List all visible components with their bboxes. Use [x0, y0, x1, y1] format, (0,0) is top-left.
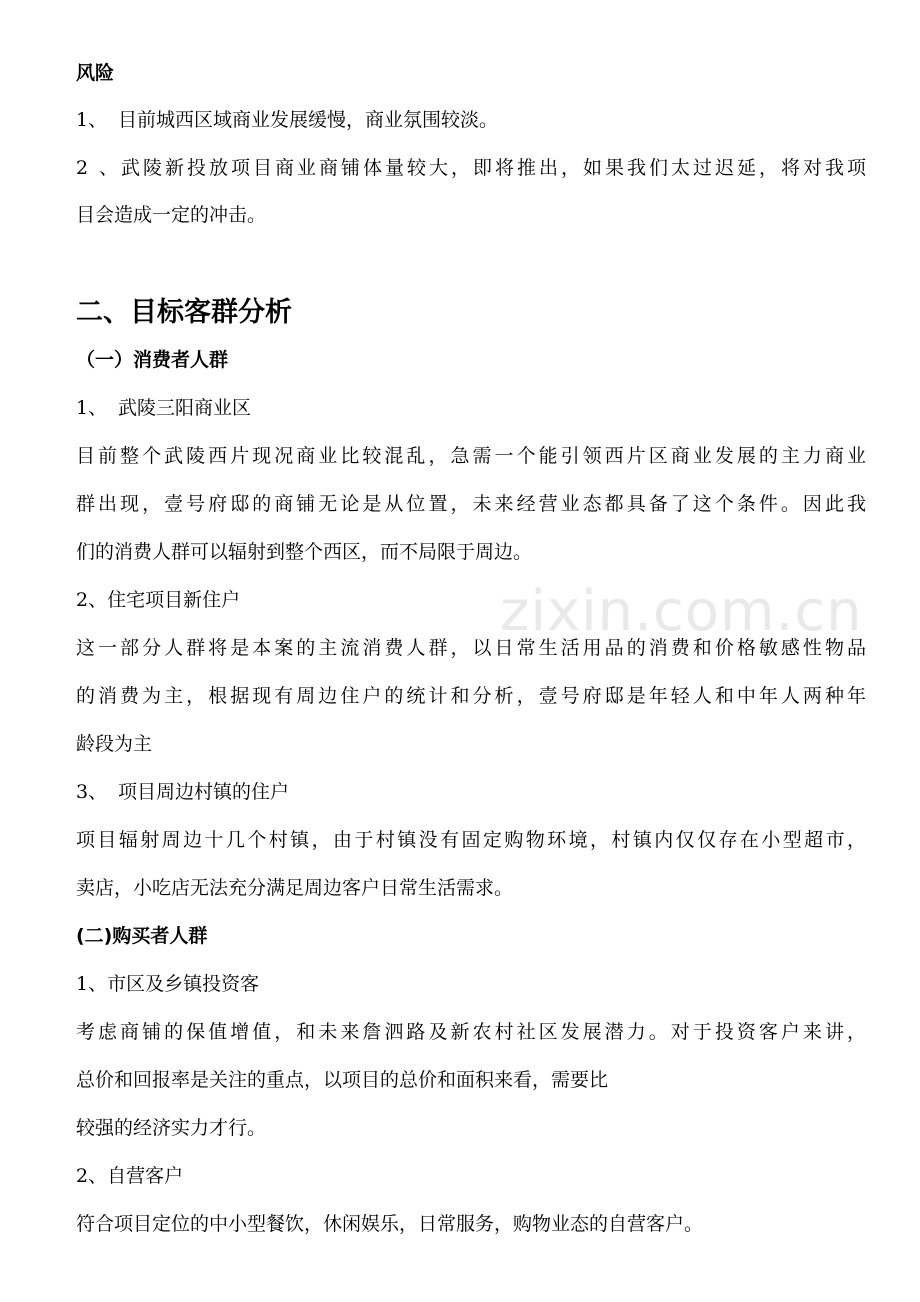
consumers-item-3-number: 3、	[76, 781, 108, 803]
buyers-item-1-line-1: 考虑商铺的保值增值，和未来詹泗路及新农村社区发展潜力。对于投资客户来讲，	[76, 1021, 866, 1043]
risk-item-2-text: 武陵新投放项目商业商铺体量较大，即将推出，如果我们太过迟延，将对我项	[118, 157, 866, 179]
consumers-item-1-label: 武陵三阳商业区	[118, 397, 252, 419]
consumers-item-2-line-2: 的消费为主，根据现有周边住户的统计和分析，壹号府邸是年轻人和中年人两种年	[76, 685, 866, 707]
risk-item-1-number: 1、	[76, 109, 108, 131]
consumers-item-1-line-1: 目前整个武陵西片现况商业比较混乱，急需一个能引领西片区商业发展的主力商业	[76, 445, 866, 467]
consumers-item-3-label: 项目周边村镇的住户	[118, 781, 290, 803]
consumers-item-2-line-3: 龄段为主	[76, 733, 153, 755]
buyers-item-1-title: 1、市区及乡镇投资客	[76, 973, 260, 995]
consumers-item-3-line-2: 卖店，小吃店无法充分满足周边客户日常生活需求。	[76, 877, 514, 899]
consumers-item-2-line-1: 这一部分人群将是本案的主流消费人群，以日常生活用品的消费和价格敏感性物品	[76, 637, 866, 659]
consumers-item-1-line-3: 们的消费人群可以辐射到整个西区，而不局限于周边。	[76, 541, 533, 563]
risk-item-2	[76, 156, 866, 180]
consumers-item-1-title	[76, 396, 866, 420]
watermark: zixin.com.cn	[500, 579, 863, 644]
risk-item-1	[76, 108, 866, 132]
risk-heading: 风险	[76, 62, 115, 84]
buyers-item-1-line-3: 较强的经济实力才行。	[76, 1117, 267, 1139]
buyers-item-1-line-2: 总价和回报率是关注的重点，以项目的总价和面积来看，需要比	[76, 1069, 609, 1091]
buyers-item-2-line-1: 符合项目定位的中小型餐饮，休闲娱乐，日常服务，购物业态的自营客户。	[76, 1213, 704, 1235]
consumers-item-1-line-2: 群出现，壹号府邸的商铺无论是从位置，未来经营业态都具备了这个条件。因此我	[76, 493, 866, 515]
buyers-heading: (二)购买者人群	[76, 925, 208, 947]
buyers-item-2-title: 2、自营客户	[76, 1165, 184, 1187]
consumers-item-3-title	[76, 780, 866, 804]
consumers-item-2-title: 2、住宅项目新住户	[76, 589, 241, 611]
section-2-title: 二、目标客群分析	[76, 297, 292, 328]
risk-item-2-continuation: 目会造成一定的冲击。	[76, 204, 267, 226]
consumers-item-1-number: 1、	[76, 397, 108, 419]
consumers-heading: （一）消费者人群	[76, 349, 229, 371]
risk-item-2-number: 2、	[76, 157, 118, 179]
consumers-item-3-line-1: 项目辐射周边十几个村镇，由于村镇没有固定购物环境，村镇内仅仅存在小型超市，	[76, 829, 866, 851]
risk-item-1-text: 目前城西区域商业发展缓慢，商业氛围较淡。	[118, 109, 499, 131]
